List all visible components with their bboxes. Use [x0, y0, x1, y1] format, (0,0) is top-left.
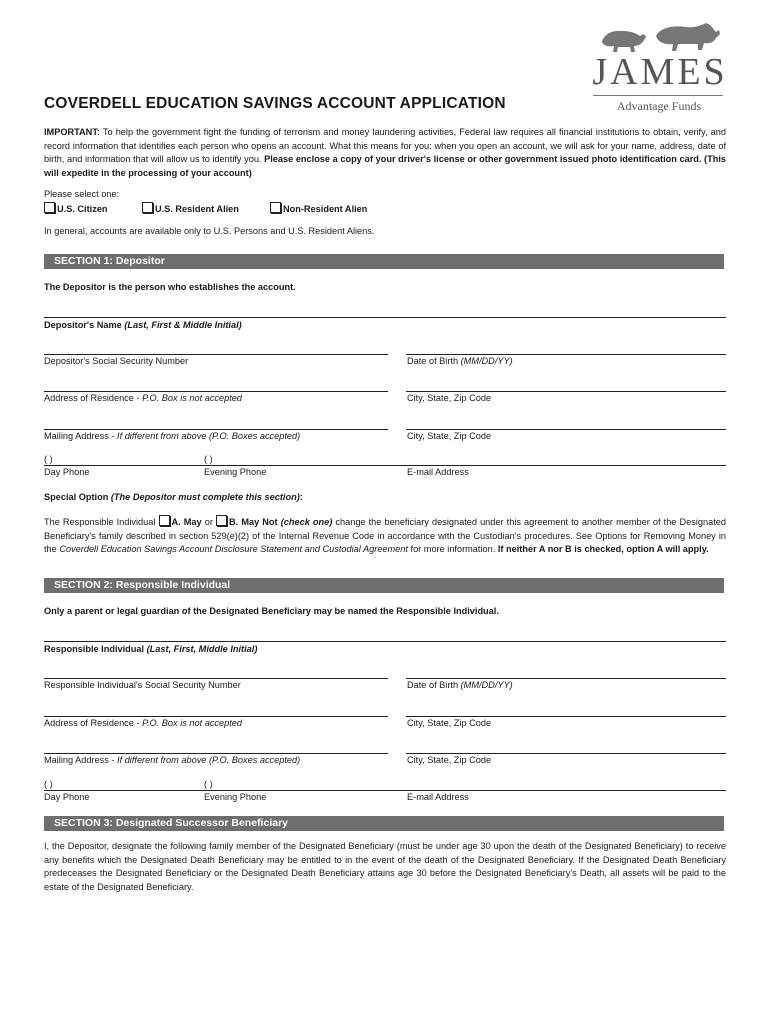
- option-b-may-not: B. May Not: [229, 517, 278, 527]
- section-1-intro: The Depositor is the person who establishes the account.: [44, 282, 296, 292]
- depositor-ssn-label: Depositor's Social Security Number: [44, 356, 189, 366]
- brand-name: JAMES: [592, 51, 728, 93]
- important-lead: IMPORTANT:: [44, 127, 100, 137]
- depositor-ssn-line[interactable]: [44, 354, 388, 355]
- evening-phone-area-code: ( ): [204, 779, 213, 789]
- page-title: COVERDELL EDUCATION SAVINGS ACCOUNT APPLICATION: [44, 95, 506, 112]
- option-us-citizen[interactable]: U.S. Citizen: [44, 202, 108, 214]
- bull-and-bear-icon: [598, 20, 722, 54]
- option-us-resident-alien[interactable]: U.S. Resident Alien: [142, 202, 239, 214]
- responsible-address-line[interactable]: [44, 716, 388, 717]
- important-notice: [44, 126, 726, 180]
- section-3-text: I, the Depositor, designate the following family member of the Designated Beneficiary (must be under age 30 upon the death of the Designated Beneficiary) to receive any benefits which the Designated Death Beneficiary may be entitled to in the event of the death of the Designated Beneficiary. If the Designated Death Beneficiary predeceases the Designated Beneficiary or the Designated Death Beneficiary attains age 30 before the Designated Beneficiary's Death, all assets will be paid to the estate of the Designated Beneficiary.: [44, 841, 726, 892]
- responsible-mailing-line[interactable]: [44, 753, 388, 754]
- select-prompt: Please select one:: [44, 189, 120, 199]
- brand-subtitle: Advantage Funds: [616, 99, 702, 113]
- depositor-mailing-line[interactable]: [44, 429, 388, 430]
- responsible-dob-line[interactable]: [406, 678, 726, 679]
- section-2-intro: Only a parent or legal guardian of the Designated Beneficiary may be named the Responsible Individual.: [44, 606, 499, 616]
- section-3-header: SECTION 3: Designated Successor Beneficiary: [44, 816, 724, 831]
- day-phone-area-code: ( ): [44, 779, 53, 789]
- depositor-dob-line[interactable]: [406, 354, 726, 355]
- email-label: E-mail Address: [407, 792, 469, 802]
- depositor-mailing-city-label: City, State, Zip Code: [407, 431, 492, 441]
- checkbox-icon[interactable]: [159, 515, 170, 526]
- responsible-address-label: Address of Residence - P.O. Box is not accepted: [44, 718, 242, 728]
- evening-phone-label: Evening Phone: [204, 467, 267, 477]
- responsible-mailing-city-label: City, State, Zip Code: [407, 755, 492, 765]
- responsible-individual-paragraph: The Responsible Individual A. May or B. May Not (check one) change the beneficiary designated under this agreement to another member of the Designated Beneficiary's family described in section 529(e)(2) of the Internal Revenue Code in accordance with the Custodian's procedures. See Options for Removing Money in the Coverdell Education Savings Account Disclosure Statement and Custodial Agreement for more information. If neither A nor B is checked, option A will apply.: [44, 517, 726, 555]
- evening-phone-label: Evening Phone: [204, 792, 267, 802]
- responsible-city-line[interactable]: [406, 716, 726, 717]
- depositor-name-label: Depositor's Name (Last, First & Middle Initial): [44, 320, 242, 330]
- section-2-header: SECTION 2: Responsible Individual: [44, 578, 724, 593]
- depositor-mailing-city-line[interactable]: [406, 429, 726, 430]
- responsible-phone-line[interactable]: [44, 790, 726, 791]
- general-note: In general, accounts are available only to U.S. Persons and U.S. Resident Aliens.: [44, 226, 375, 236]
- checkbox-icon[interactable]: [216, 515, 227, 526]
- option-non-resident-alien[interactable]: Non-Resident Alien: [270, 202, 367, 214]
- responsible-ssn-line[interactable]: [44, 678, 388, 679]
- depositor-address-line[interactable]: [44, 391, 388, 392]
- logo-divider: [593, 95, 723, 96]
- checkbox-icon[interactable]: [270, 202, 281, 213]
- option-a-may: A. May: [171, 517, 202, 527]
- special-option-label: Special Option (The Depositor must complete this section):: [44, 492, 303, 502]
- day-phone-label: Day Phone: [44, 792, 90, 802]
- depositor-dob-label: Date of Birth (MM/DD/YY): [407, 356, 513, 366]
- email-label: E-mail Address: [407, 467, 469, 477]
- day-phone-label: Day Phone: [44, 467, 90, 477]
- checkbox-icon[interactable]: [142, 202, 153, 213]
- important-bold-tail: Please enclose a copy of your driver's license or other government issued photo identification card. (This will expedite in the processing of your account): [44, 154, 726, 178]
- depositor-phone-line[interactable]: [44, 465, 726, 466]
- responsible-dob-label: Date of Birth (MM/DD/YY): [407, 680, 513, 690]
- day-phone-area-code: ( ): [44, 454, 53, 464]
- checkbox-icon[interactable]: [44, 202, 55, 213]
- depositor-mailing-label: Mailing Address - If different from above (P.O. Boxes accepted): [44, 431, 301, 441]
- depositor-name-line[interactable]: [44, 317, 726, 318]
- responsible-name-label: Responsible Individual (Last, First, Middle Initial): [44, 644, 258, 654]
- responsible-city-label: City, State, Zip Code: [407, 718, 492, 728]
- responsible-name-line[interactable]: [44, 641, 726, 642]
- depositor-city-line[interactable]: [406, 391, 726, 392]
- evening-phone-area-code: ( ): [204, 454, 213, 464]
- important-text: To help the government fight the funding of terrorism and money laundering activities, Federal law requires all financial institutions to obtain, verify, and record information that identifies each person who opens an account. What this means for you: when you open an account, we will ask for your name, address, date of birth, and information that will allow us to identify you.: [44, 127, 726, 165]
- depositor-city-label: City, State, Zip Code: [407, 393, 492, 403]
- responsible-mailing-label: Mailing Address - If different from above (P.O. Boxes accepted): [44, 755, 301, 765]
- responsible-ssn-label: Responsible Individual's Social Security Number: [44, 680, 241, 690]
- section-1-header: SECTION 1: Depositor: [44, 254, 724, 269]
- depositor-address-label: Address of Residence - P.O. Box is not accepted: [44, 393, 242, 403]
- responsible-mailing-city-line[interactable]: [406, 753, 726, 754]
